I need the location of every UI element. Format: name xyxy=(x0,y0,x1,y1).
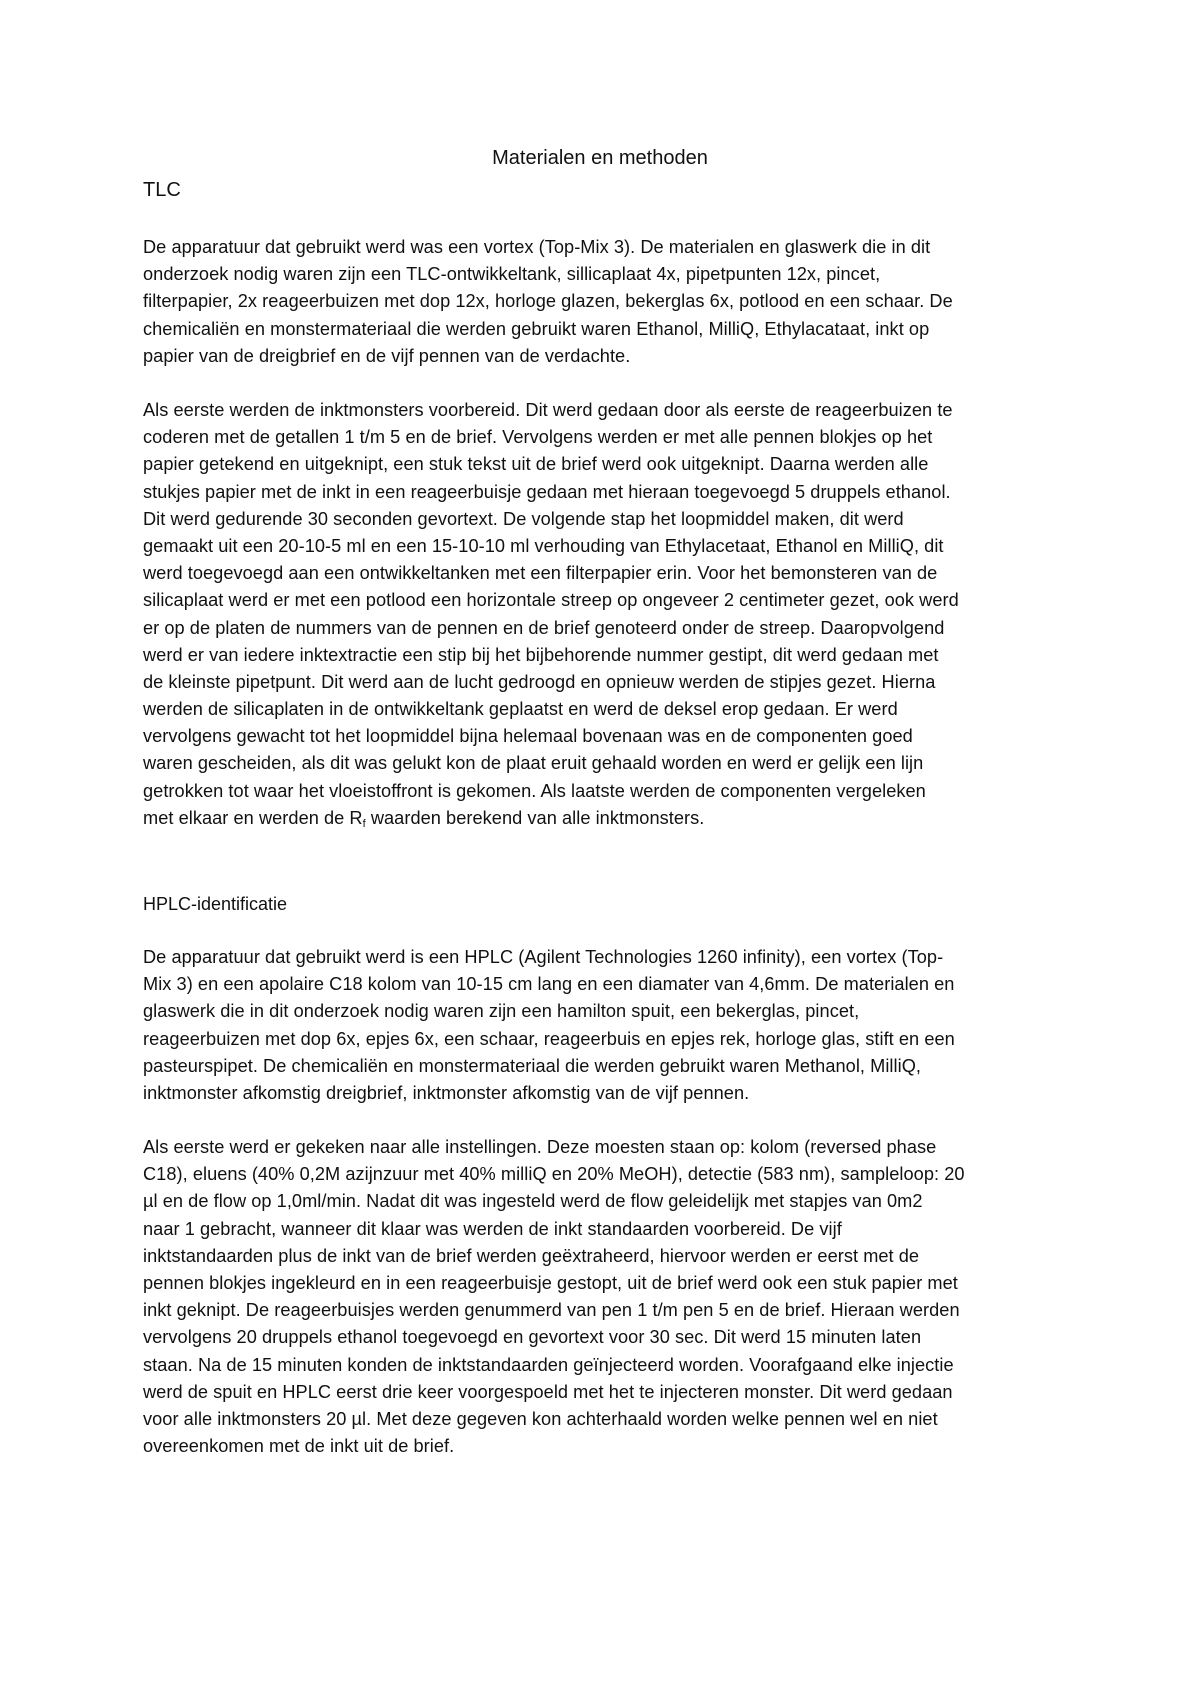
text-line: werd er van iedere inktextractie een stip bij het bijbehorende nummer gestipt, dit werd gedaan met xyxy=(143,644,939,665)
text-line: onderzoek nodig waren zijn een TLC-ontwikkeltank, sillicaplaat 4x, pipetpunten 12x, pincet, xyxy=(143,264,881,285)
rf-subscript: f xyxy=(362,817,366,830)
text-line: pasteurspipet. De chemicaliën en monstermateriaal die werden gebruikt waren Methanol, MilliQ, xyxy=(143,1055,921,1076)
document-title: Materialen en methoden xyxy=(492,147,708,169)
section-heading-hplc: HPLC-identificatie xyxy=(143,894,288,914)
text-line: waren gescheiden, als dit was gelukt kon de plaat eruit gehaald worden en werd er gelijk een lijn xyxy=(143,753,924,774)
text-line: vervolgens 20 druppels ethanol toegevoegd en gevortext voor 30 sec. Dit werd 15 minuten laten xyxy=(143,1327,922,1348)
text-line-rf xyxy=(143,805,1043,832)
text-line: C18), eluens (40% 0,2M azijnzuur met 40% milliQ en 20% MeOH), detectie (583 nm), sampleloop: 20 xyxy=(143,1164,965,1185)
text-line: staan. Na de 15 minuten konden de inktstandaarden geïnjecteerd worden. Voorafgaand elke injectie xyxy=(143,1354,954,1375)
text-line: Dit werd gedurende 30 seconden gevortext. De volgende stap het loopmiddel maken, dit werd xyxy=(143,508,904,529)
rf-line-end: waarden berekend van alle inktmonsters. xyxy=(365,807,705,828)
text-line: Als eerste werd er gekeken naar alle instellingen. Deze moesten staan op: kolom (reversed phase xyxy=(143,1137,937,1157)
section-heading-tlc: TLC xyxy=(143,179,181,201)
text-line: papier getekend en uitgeknipt, een stuk tekst uit de brief werd ook uitgeknipt. Daarna werden alle xyxy=(143,454,929,475)
text-line: de kleinste pipetpunt. Dit werd aan de lucht gedroogd en opnieuw werden de stipjes gezet. Hierna xyxy=(143,671,936,692)
text-line: papier van de dreigbrief en de vijf pennen van de verdachte. xyxy=(143,345,631,366)
text-line: Mix 3) en een apolaire C18 kolom van 10-15 cm lang en een diamater van 4,6mm. De materialen en xyxy=(143,974,955,995)
text-line: voor alle inktmonsters 20 µl. Met deze gegeven kon achterhaald worden welke pennen wel en niet xyxy=(143,1408,938,1429)
hplc-method-paragraph xyxy=(143,1134,1043,1460)
text-line: silicaplaat werd er met een potlood een horizontale streep op ongeveer 2 centimeter gezet, ook werd xyxy=(143,590,959,611)
text-line: pennen blokjes ingekleurd en in een reageerbuisje gestopt, uit de brief werd ook een stuk papier met xyxy=(143,1272,958,1293)
text-line: Als eerste werden de inktmonsters voorbereid. Dit werd gedaan door als eerste de reageerbuizen te xyxy=(143,400,953,420)
text-line: reageerbuizen met dop 6x, epjes 6x, een schaar, reageerbuis en epjes rek, horloge glas, stift en een xyxy=(143,1028,955,1049)
text-line: filterpapier, 2x reageerbuizen met dop 12x, horloge glazen, bekerglas 6x, potlood en een schaar. De xyxy=(143,291,953,312)
text-line: De apparatuur dat gebruikt werd is een HPLC (Agilent Technologies 1260 infinity), een vortex (Top- xyxy=(143,947,944,967)
rf-line-start: met elkaar en werden de R xyxy=(143,807,363,828)
text-line: glaswerk die in dit onderzoek nodig waren zijn een hamilton spuit, een bekerglas, pincet, xyxy=(143,1001,860,1022)
text-line: naar 1 gebracht, wanneer dit klaar was werden de inkt standaarden voorbereid. De vijf xyxy=(143,1218,842,1239)
text-line: stukjes papier met de inkt in een reageerbuisje gedaan met hieraan toegevoegd 5 druppels ethanol. xyxy=(143,481,951,502)
text-line: De apparatuur dat gebruikt werd was een vortex (Top-Mix 3). De materialen en glaswerk die in dit xyxy=(143,237,931,257)
text-line: µl en de flow op 1,0ml/min. Nadat dit was ingesteld werd de flow geleidelijk met stapjes van 0m2 xyxy=(143,1191,923,1212)
text-line: inktmonster afkomstig dreigbrief, inktmonster afkomstig van de vijf pennen. xyxy=(143,1082,750,1103)
text-line: inktstandaarden plus de inkt van de brief werden geëxtraheerd, hiervoor werden er eerst met de xyxy=(143,1245,920,1266)
text-line: inkt geknipt. De reageerbuisjes werden genummerd van pen 1 t/m pen 5 en de brief. Hieraan werden xyxy=(143,1300,960,1321)
text-line: chemicaliën en monstermateriaal die werden gebruikt waren Ethanol, MilliQ, Ethylacataat, inkt op xyxy=(143,318,930,339)
text-line: werd de spuit en HPLC eerst drie keer voorgespoeld met het te injecteren monster. Dit werd gedaan xyxy=(143,1381,953,1402)
text-line: coderen met de getallen 1 t/m 5 en de brief. Vervolgens werden er met alle pennen blokjes op het xyxy=(143,427,933,448)
text-line: werden de silicaplaten in de ontwikkeltank geplaatst en werd de deksel erop gedaan. Er werd xyxy=(143,699,898,720)
tlc-materials-paragraph xyxy=(143,234,1043,370)
text-line: vervolgens gewacht tot het loopmiddel bijna helemaal bovenaan was en de componenten goed xyxy=(143,726,913,747)
text-line: getrokken tot waar het vloeistoffront is gekomen. Als laatste werden de componenten vergeleken xyxy=(143,780,926,801)
text-line: er op de platen de nummers van de pennen en de brief genoteerd onder de streep. Daaropvolgend xyxy=(143,617,945,638)
hplc-materials-paragraph xyxy=(143,944,1043,1107)
text-line: overeenkomen met de inkt uit de brief. xyxy=(143,1436,455,1457)
text-line: werd toegevoegd aan een ontwikkeltanken met een filterpapier erin. Voor het bemonsteren van de xyxy=(143,563,938,584)
text-line: gemaakt uit een 20-10-5 ml en een 15-10-10 ml verhouding van Ethylacetaat, Ethanol en MilliQ, dit xyxy=(143,535,944,556)
tlc-method-paragraph xyxy=(143,397,1043,832)
